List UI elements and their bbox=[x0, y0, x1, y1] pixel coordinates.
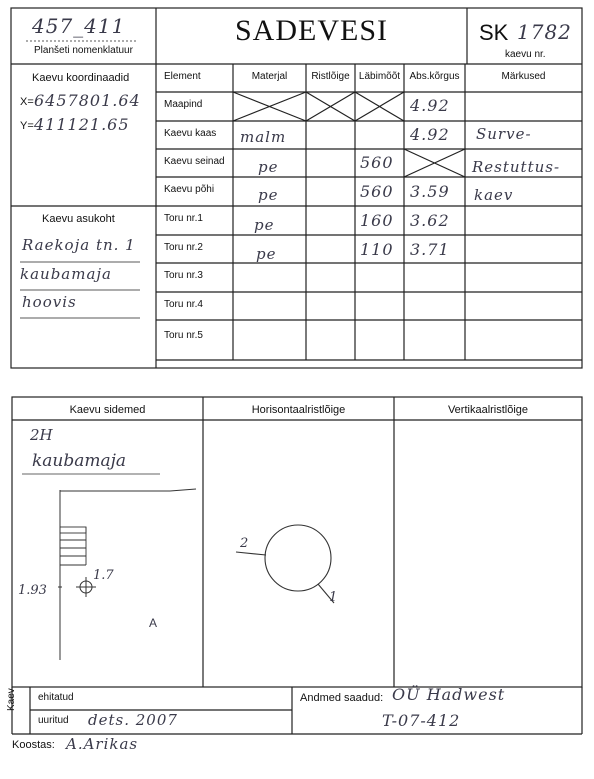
kaev-label: Kaev bbox=[6, 688, 17, 711]
nomenclature-label: Planšeti nomenklatuur bbox=[34, 45, 133, 56]
labimoot-toru-2: 110 bbox=[360, 240, 394, 259]
abs-maapind: 4.92 bbox=[410, 96, 450, 115]
location-label: Kaevu asukoht bbox=[42, 213, 115, 225]
header-abs-korgus: Abs.kõrgus bbox=[409, 71, 460, 82]
well-number: 1782 bbox=[517, 20, 572, 44]
labimoot-kaevu-pohi: 560 bbox=[360, 182, 394, 201]
koostas-label: Koostas: bbox=[12, 739, 55, 751]
coords-label: Kaevu koordinaadid bbox=[32, 72, 130, 84]
col-horizontal-label: Horisontaalristlõige bbox=[251, 404, 346, 416]
sidemed-text-1: 2H bbox=[30, 426, 53, 444]
header-ristloige: Ristlõige bbox=[311, 71, 350, 82]
header-markused: Märkused bbox=[501, 71, 546, 82]
remarks-line-3: kaev bbox=[474, 186, 514, 204]
row-kaevu-pohi-label: Kaevu põhi bbox=[164, 184, 215, 195]
location-line-1: Raekoja tn. 1 bbox=[22, 236, 136, 254]
materjal-toru-2: pe bbox=[256, 245, 277, 263]
row-toru-4-label: Toru nr.4 bbox=[164, 299, 203, 310]
labimoot-kaevu-seinad: 560 bbox=[360, 153, 394, 172]
abs-toru-1: 3.62 bbox=[410, 211, 450, 230]
sidemed-letter: A bbox=[149, 616, 158, 630]
materjal-toru-1: pe bbox=[254, 216, 275, 234]
row-toru-5-label: Toru nr.5 bbox=[164, 330, 203, 341]
location-line-3: hoovis bbox=[22, 293, 77, 311]
andmed-value-1: OÜ Hadwest bbox=[392, 685, 506, 704]
abs-kaevu-kaas: 4.92 bbox=[410, 125, 450, 144]
materjal-kaevu-seinad: pe bbox=[258, 158, 279, 176]
hor-pipe-1-label: 1 bbox=[329, 590, 338, 605]
ehitatud-label: ehitatud bbox=[38, 692, 74, 703]
labimoot-toru-1: 160 bbox=[360, 211, 394, 230]
coords-x-prefix: X= bbox=[20, 96, 34, 108]
coords-y-prefix: Y= bbox=[20, 120, 34, 132]
uuritud-value: dets. 2007 bbox=[88, 711, 178, 729]
header-labimoot: Läbimõõt bbox=[358, 71, 401, 82]
col-vertical-label: Vertikaalristlõige bbox=[447, 404, 529, 416]
horizontal-section-sketch bbox=[236, 525, 334, 603]
form-title: SADEVESI bbox=[234, 14, 388, 47]
location-line-2: kaubamaja bbox=[20, 265, 112, 283]
sidemed-right-value: 1.7 bbox=[93, 568, 114, 583]
abs-kaevu-pohi: 3.59 bbox=[410, 182, 450, 201]
andmed-value-2: T-07-412 bbox=[382, 711, 461, 730]
hor-pipe-2-label: 2 bbox=[240, 536, 249, 551]
col-sidemed-label: Kaevu sidemed bbox=[69, 404, 146, 416]
uuritud-label: uuritud bbox=[38, 715, 69, 726]
remarks-line-2: Restuttus- bbox=[472, 158, 561, 176]
row-toru-3-label: Toru nr.3 bbox=[164, 270, 203, 281]
coords-x-value: 6457801.64 bbox=[34, 91, 141, 110]
coords-y-value: 411121.65 bbox=[34, 115, 130, 134]
materjal-kaevu-kaas: malm bbox=[240, 128, 287, 146]
materjal-kaevu-pohi: pe bbox=[258, 186, 279, 204]
header-materjal: Materjal bbox=[251, 71, 288, 82]
abs-toru-2: 3.71 bbox=[410, 240, 450, 259]
row-maapind-label: Maapind bbox=[164, 99, 203, 110]
remarks-line-1: Surve- bbox=[476, 125, 532, 143]
sidemed-left-value: 1.93 bbox=[18, 583, 47, 598]
row-toru-2-label: Toru nr.2 bbox=[164, 242, 203, 253]
well-prefix: SK bbox=[479, 20, 509, 45]
sidemed-text-2: kaubamaja bbox=[32, 451, 127, 471]
nomenclature-value: 457_411 bbox=[32, 14, 126, 38]
row-kaevu-seinad-label: Kaevu seinad bbox=[164, 156, 225, 167]
koostas-value: A.Arikas bbox=[66, 735, 139, 753]
well-label: kaevu nr. bbox=[505, 49, 546, 60]
sidemed-sketch bbox=[22, 474, 196, 660]
row-toru-1-label: Toru nr.1 bbox=[164, 213, 203, 224]
row-kaevu-kaas-label: Kaevu kaas bbox=[164, 128, 217, 139]
andmed-label: Andmed saadud: bbox=[300, 692, 384, 704]
header-element: Element bbox=[164, 71, 201, 82]
